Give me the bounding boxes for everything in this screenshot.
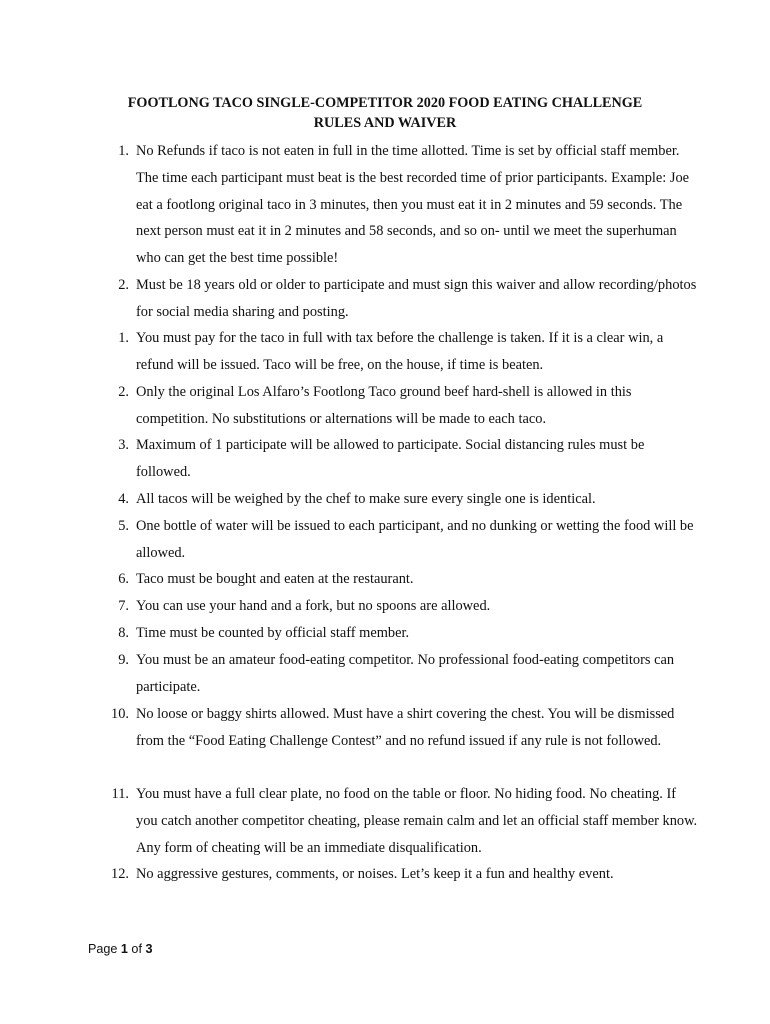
rule-number: 5.	[118, 518, 129, 534]
rule-number: 8.	[118, 625, 129, 641]
rule-number: 10.	[111, 706, 129, 722]
total-page-count: 3	[145, 942, 153, 956]
rule-text: Must be 18 years old or older to participate and must sign this waiver and allow recording/photos for social media sharing and posting.	[136, 277, 697, 320]
current-page-number: 1	[120, 942, 128, 956]
rule-number: 6.	[118, 571, 129, 587]
rule-text: Only the original Los Alfaro’s Footlong Taco ground beef hard-shell is allowed in this competition. No substitutions or alternations will be made to each taco.	[136, 384, 632, 427]
rule-text: One bottle of water will be issued to each participant, and no dunking or wetting the food will be allowed.	[136, 518, 694, 561]
rule-text: You must have a full clear plate, no food on the table or floor. No hiding food. No cheating. If you catch another competitor cheating, please remain calm and let an official staff member know. Any form of cheating will be an immediate disqualification.	[136, 786, 698, 856]
rule-text: Time must be counted by official staff member.	[136, 625, 410, 641]
page-label: Page	[88, 942, 121, 956]
rule-number: 4.	[118, 491, 129, 507]
rule-number: 12.	[111, 866, 129, 882]
rule-text: Taco must be bought and eaten at the restaurant.	[136, 571, 414, 587]
rule-text: No loose or baggy shirts allowed. Must have a shirt covering the chest. You will be dismissed from the “Food Eating Challenge Contest” and no refund issued if any rule is not followed.	[136, 706, 675, 749]
rule-number: 2.	[118, 277, 129, 293]
rule-number: 7.	[118, 598, 129, 614]
rule-number: 1.	[118, 143, 129, 159]
rule-number: 2.	[118, 384, 129, 400]
rule-text: No Refunds if taco is not eaten in full in the time allotted. Time is set by official staff member. The time each participant must beat is the best recorded time of prior participants. Example: Joe eat a footlong original taco in 3 minutes, then you must eat it in 2 minutes and 59 seconds. The next person must eat it in 2 minutes and 58 seconds, and so on- until we meet the superhuman who can get the best time possible!	[136, 143, 690, 267]
rule-text: You can use your hand and a fork, but no spoons are allowed.	[136, 598, 491, 614]
rule-number: 11.	[111, 786, 129, 802]
rule-number: 9.	[118, 652, 129, 668]
rule-text: All tacos will be weighed by the chef to make sure every single one is identical.	[136, 491, 596, 507]
page-number-footer	[88, 942, 152, 956]
rule-number: 1.	[118, 330, 129, 346]
rule-text: Maximum of 1 participate will be allowed to participate. Social distancing rules must be followed.	[136, 437, 645, 480]
rule-number: 3.	[118, 437, 129, 453]
rule-text: You must pay for the taco in full with tax before the challenge is taken. If it is a clear win, a refund will be issued. Taco will be free, on the house, if time is beaten.	[136, 330, 664, 373]
document-subtitle: RULES AND WAIVER	[313, 115, 457, 131]
rule-text: No aggressive gestures, comments, or noises. Let’s keep it a fun and healthy event.	[136, 866, 614, 882]
page-of-label: of	[127, 942, 146, 956]
document-title: FOOTLONG TACO SINGLE-COMPETITOR 2020 FOOD EATING CHALLENGE	[127, 95, 643, 111]
rule-text: You must be an amateur food-eating competitor. No professional food-eating competitors can participate.	[136, 652, 675, 695]
